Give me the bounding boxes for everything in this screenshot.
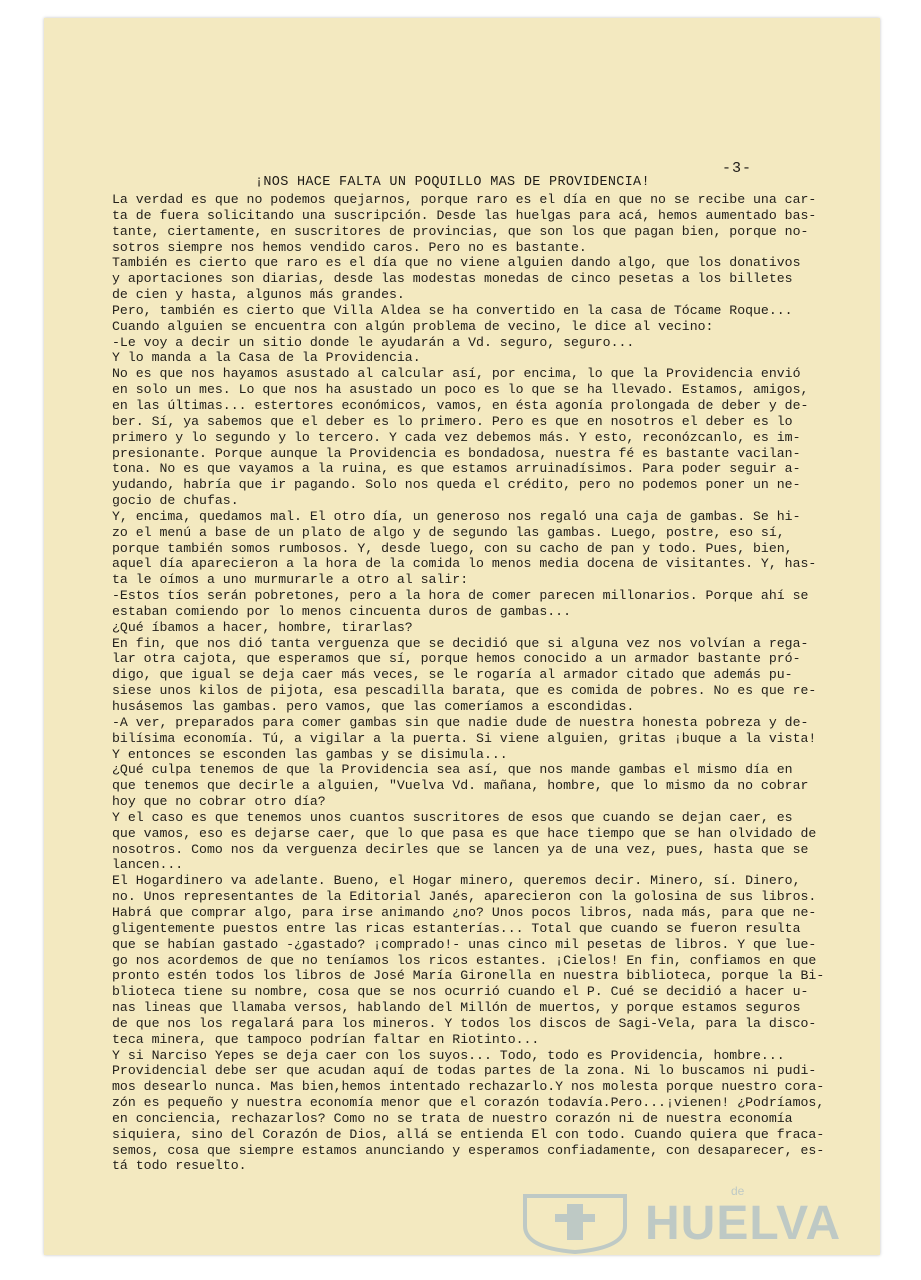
text-line: primero y lo segundo y lo tercero. Y cada vez debemos más. Y esto, reconózcanlo, es im-: [112, 429, 801, 445]
text-line: ber. Sí, ya sabemos que el deber es lo primero. Pero es que en nosotros el deber es lo: [112, 413, 793, 429]
text-line: y aportaciones son diarias, desde las modestas monedas de cinco pesetas a los billetes: [112, 271, 793, 287]
coat-of-arms-icon: [515, 1192, 635, 1254]
text-line: nas lineas que llamaba versos, hablando del Millón de muertos, y porque estamos seguros: [112, 1000, 801, 1016]
text-line: siese unos kilos de pijota, esa pescadilla barata, que es comida de pobres. No es que re-: [112, 683, 817, 699]
text-line: presionante. Porque aunque la Providencia es bondadosa, nuestra fé es bastante vacilan-: [112, 445, 801, 461]
text-line: Pero, también es cierto que Villa Aldea se ha convertido en la casa de Tócame Roque...: [112, 302, 793, 318]
text-line: gocio de chufas.: [112, 493, 239, 509]
text-line: en solo un mes. Lo que nos ha asustado un poco es lo que se ha llevado. Estamos, amigos,: [112, 382, 809, 398]
text-line: blioteca tiene su nombre, cosa que se nos ocurrió cuando el P. Cué se decidió a hacer u-: [112, 984, 809, 1000]
watermark-text: HUELVA: [645, 1197, 842, 1250]
text-line: zón es pequeño y nuestra economía menor que el corazón todavía.Pero...¡vienen! ¿Podríamos,: [112, 1095, 825, 1111]
text-line: yudando, habría que ir pagando. Solo nos queda el crédito, pero no podemos poner un ne-: [112, 477, 801, 493]
text-line: gligentemente puestos entre las ricas estanterías... Total que cuando se fueron resulta: [112, 920, 801, 936]
document-title: ¡NOS HACE FALTA UN POQUILLO MAS DE PROVIDENCIA!: [255, 175, 650, 190]
text-line: ¿Qué íbamos a hacer, hombre, tirarlas?: [112, 619, 413, 635]
text-line: que se habían gastado -¿gastado? ¡comprado!- unas cinco mil pesetas de libros. Y que lue-: [112, 936, 817, 952]
watermark: [515, 1184, 845, 1254]
text-line: hoy que no cobrar otro día?: [112, 794, 326, 810]
text-line: El Hogardinero va adelante. Bueno, el Hogar minero, queremos decir. Minero, sí. Dinero,: [112, 873, 801, 889]
text-line: de cien y hasta, algunos más grandes.: [112, 287, 405, 303]
text-line: lar otra cajota, que esperamos que sí, porque hemos conocido a un armador bastante pró-: [112, 651, 801, 667]
text-line: Providencial debe ser que acudan aquí de todas partes de la zona. Ni lo buscamos ni pudi-: [112, 1063, 817, 1079]
text-line: que vamos, eso es dejarse caer, que lo que pasa es que hace tiempo que se han olvidado de: [112, 825, 817, 841]
text-line: tona. No es que vayamos a la ruina, es que estamos arruinadísimos. Para poder seguir a-: [112, 461, 801, 477]
text-line: siquiera, sino del Corazón de Dios, allá se entienda El con todo. Cuando quiera que fraca-: [112, 1126, 825, 1142]
text-line: Habrá que comprar algo, para irse animando ¿no? Unos pocos libros, nada más, para que ne-: [112, 904, 817, 920]
text-line: tante, ciertamente, en suscritores de provincias, que son los que pagan bien, porque no-: [112, 223, 809, 239]
text-line: -Estos tíos serán pobretones, pero a la hora de comer parecen millonarios. Porque ahí se: [112, 588, 809, 604]
text-line: -A ver, preparados para comer gambas sin que nadie dude de nuestra honesta pobreza y de-: [112, 714, 809, 730]
text-line: En fin, que nos dió tanta verguenza que se decidió que si alguna vez nos volvían a rega-: [112, 635, 809, 651]
text-line: tá todo resuelto.: [112, 1158, 247, 1174]
text-line: Y, encima, quedamos mal. El otro día, un generoso nos regaló una caja de gambas. Se hi-: [112, 508, 801, 524]
text-line: Y entonces se esconden las gambas y se disimula...: [112, 746, 508, 762]
page-number: -3-: [722, 160, 753, 177]
text-line: ta de fuera solicitando una suscripción. Desde las huelgas para acá, hemos aumentado bas-: [112, 207, 817, 223]
text-line: estaban comiendo por lo menos cincuenta duros de gambas...: [112, 603, 571, 619]
text-line: en las últimas... estertores económicos, vamos, en ésta agonía prolongada de deber y de-: [112, 397, 809, 413]
text-line: bilísima economía. Tú, a vigilar a la puerta. Si viene alguien, gritas ¡buque a la vista!: [112, 730, 817, 746]
text-line: digo, que igual se deja caer más veces, se le rogaría al armador citado que además pu-: [112, 667, 793, 683]
text-line: pronto estén todos los libros de José María Gironella en nuestra biblioteca, porque la Bi-: [112, 968, 825, 984]
text-line: lancen...: [112, 857, 184, 873]
text-line: mos desearlo nunca. Mas bien,hemos intentado rechazarlo.Y nos molesta porque nuestro cora-: [112, 1079, 825, 1095]
text-line: También es cierto que raro es el día que no viene alguien dando algo, que los donativos: [112, 255, 801, 271]
text-line: sotros siempre nos hemos vendido caros. Pero no es bastante.: [112, 239, 587, 255]
text-line: semos, cosa que siempre estamos anunciando y esperamos confiadamente, con desaparecer, es-: [112, 1142, 825, 1158]
text-line: Cuando alguien se encuentra con algún problema de vecino, le dice al vecino:: [112, 318, 714, 334]
text-line: ¿Qué culpa tenemos de que la Providencia sea así, que nos mande gambas el mismo día en: [112, 762, 793, 778]
watermark-small-text: de: [731, 1184, 745, 1198]
text-line: aquel día aparecieron a la hora de la comida lo menos media docena de visitantes. Y, has-: [112, 556, 817, 572]
text-line: que tenemos que decirle a alguien, "Vuelva Vd. mañana, hombre, que lo mismo da no cobrar: [112, 778, 809, 794]
text-line: porque también somos rumbosos. Y, desde luego, con su cacho de pan y todo. Pues, bien,: [112, 540, 793, 556]
text-line: husásemos las gambas. pero vamos, que las comeríamos a escondidas.: [112, 699, 635, 714]
text-line: Y si Narciso Yepes se deja caer con los suyos... Todo, todo es Providencia, hombre...: [112, 1047, 785, 1063]
text-line: La verdad es que no podemos quejarnos, porque raro es el día en que no se recibe una car-: [112, 192, 817, 207]
text-line: No es que nos hayamos asustado al calcular así, por encima, lo que la Providencia envió: [112, 366, 801, 382]
text-line: no. Unos representantes de la Editorial Janés, aparecieron con la golosina de sus libros.: [112, 889, 817, 905]
text-line: nosotros. Como nos da verguenza decirles que se lancen ya de una vez, pues, hasta que se: [112, 841, 809, 857]
text-line: teca minera, que tampoco podrían faltar en Riotinto...: [112, 1031, 540, 1047]
text-line: Y el caso es que tenemos unos cuantos suscritores de esos que cuando se dejan caer, es: [112, 809, 793, 825]
text-line: Y lo manda a la Casa de la Providencia.: [112, 350, 421, 366]
text-line: -Le voy a decir un sitio donde le ayudarán a Vd. seguro, seguro...: [112, 334, 635, 350]
body-text: [112, 192, 825, 1174]
text-line: zo el menú a base de un plato de algo y de segundo las gambas. Luego, postre, eso sí,: [112, 524, 785, 540]
text-line: de que nos los regalará para los mineros. Y todos los discos de Sagi-Vela, para la disco-: [112, 1015, 817, 1031]
text-line: ta le oímos a uno murmurarle a otro al salir:: [112, 572, 469, 588]
text-line: go nos acordemos de que no teníamos los ricos estantes. ¡Cielos! En fin, confiamos en que: [112, 952, 817, 968]
text-line: en conciencia, rechazarlos? Como no se trata de nuestro corazón ni de nuestra economía: [112, 1110, 793, 1126]
